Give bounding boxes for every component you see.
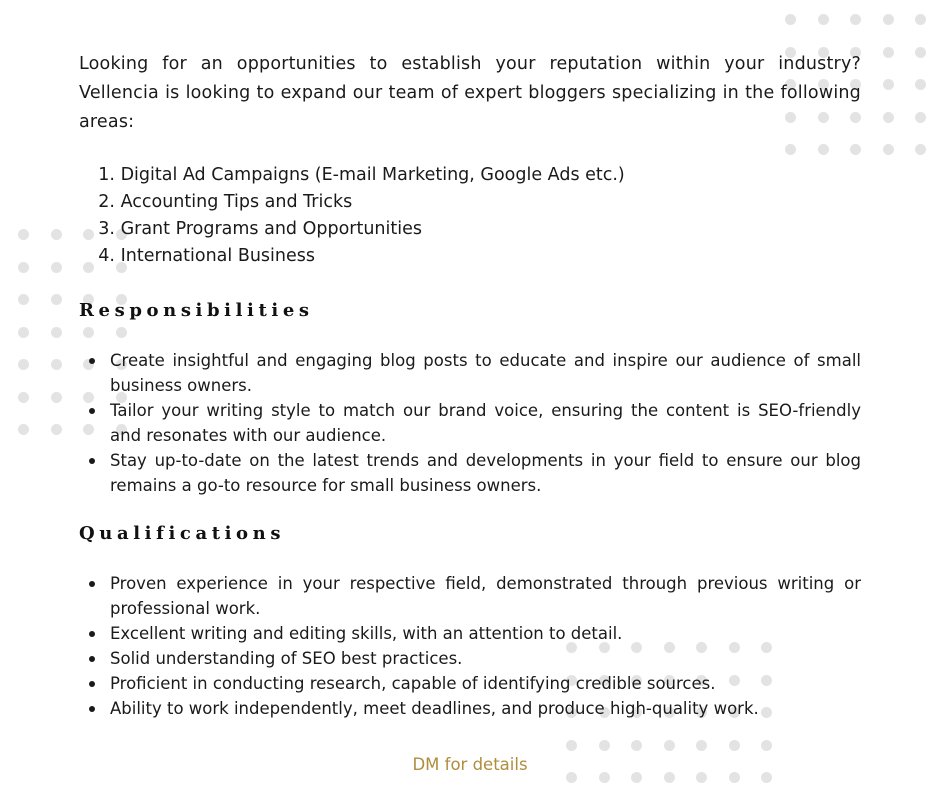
list-item: Excellent writing and editing skills, with an attention to detail. (79, 621, 861, 646)
intro-paragraph: Looking for an opportunities to establish your reputation within your industry? Vellencia is looking to expand our team of expert bloggers specializing in the following areas: (79, 54, 861, 132)
bullet-icon (89, 631, 95, 637)
list-item: Tailor your writing style to match our brand voice, ensuring the content is SEO-friendly and resonates with our audience. (79, 398, 861, 448)
qualifications-heading: Qualifications (79, 523, 286, 544)
responsibilities-list (79, 348, 861, 498)
area-label: Accounting Tips and Tricks (120, 192, 353, 212)
list-item: Create insightful and engaging blog posts to educate and inspire our audience of small business owners. (79, 348, 861, 398)
area-label: Grant Programs and Opportunities (120, 219, 422, 239)
list-item: 3. Grant Programs and Opportunities (79, 216, 861, 243)
area-label: International Business (120, 246, 316, 266)
responsibilities-heading: Responsibilities (79, 300, 314, 321)
list-item: 2. Accounting Tips and Tricks (79, 189, 861, 216)
list-item: Proficient in conducting research, capable of identifying credible sources. (79, 671, 861, 696)
bullet-icon (89, 706, 95, 712)
list-item: Stay up-to-date on the latest trends and developments in your field to ensure our blog remains a go-to resource for small business owners. (79, 448, 861, 498)
bullet-icon (89, 458, 95, 464)
bullet-icon (89, 656, 95, 662)
list-item: Solid understanding of SEO best practices. (79, 646, 861, 671)
list-item: Proven experience in your respective field, demonstrated through previous writing or professional work. (79, 571, 861, 621)
dm-for-details-link[interactable]: DM for details (412, 755, 528, 774)
bullet-icon (89, 358, 95, 364)
bullet-icon (89, 681, 95, 687)
specialization-list (79, 162, 861, 270)
job-description (79, 50, 861, 721)
list-item: 4. International Business (79, 243, 861, 270)
list-item: Ability to work independently, meet deadlines, and produce high-quality work. (79, 696, 861, 721)
qualifications-list (79, 571, 861, 721)
bullet-icon (89, 408, 95, 414)
list-item: 1. Digital Ad Campaigns (E-mail Marketing, Google Ads etc.) (79, 162, 861, 189)
area-label: Digital Ad Campaigns (E-mail Marketing, Google Ads etc.) (120, 165, 625, 185)
bullet-icon (89, 581, 95, 587)
